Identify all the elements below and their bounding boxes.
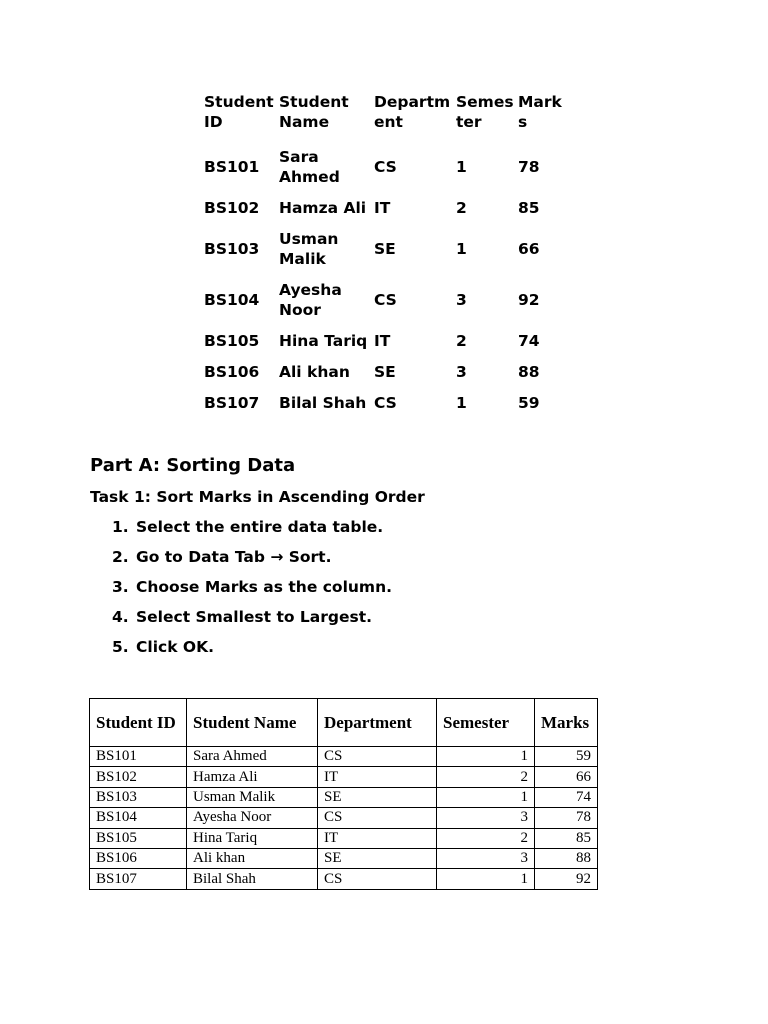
cell-marks: 85	[518, 199, 540, 217]
cell-student-name: Ali khan	[187, 848, 318, 868]
cell-marks: 92	[535, 869, 598, 889]
table-row	[90, 808, 598, 828]
header-student-name: Student Name	[187, 699, 318, 747]
cell-student-name: Bilal Shah	[279, 394, 367, 412]
cell-student-name: Ayesha Noor	[187, 808, 318, 828]
cell-semester: 1	[437, 787, 535, 807]
cell-student-id: BS105	[90, 828, 187, 848]
table-row	[204, 388, 562, 419]
cell-marks: 88	[535, 848, 598, 868]
cell-semester: 3	[456, 363, 467, 381]
cell-department: IT	[318, 767, 437, 787]
cell-student-name: Usman Malik	[279, 230, 339, 268]
table-row	[204, 275, 562, 326]
cell-marks: 74	[535, 787, 598, 807]
cell-department: IT	[318, 828, 437, 848]
cell-student-id: BS102	[90, 767, 187, 787]
cell-department: SE	[374, 363, 396, 381]
sorted-data-table	[89, 698, 598, 890]
cell-student-name: Bilal Shah	[187, 869, 318, 889]
cell-student-id: BS105	[204, 332, 260, 350]
cell-student-name: Sara Ahmed	[187, 747, 318, 767]
cell-marks: 78	[518, 158, 540, 176]
table-row	[204, 326, 562, 357]
cell-semester: 3	[456, 291, 467, 309]
step-number: 2.	[112, 548, 129, 566]
step-text: Go to Data Tab → Sort.	[136, 548, 332, 566]
table-row	[204, 193, 562, 224]
cell-department: CS	[374, 394, 397, 412]
cell-semester: 3	[437, 808, 535, 828]
cell-student-id: BS101	[90, 747, 187, 767]
cell-department: CS	[318, 869, 437, 889]
table-row	[90, 747, 598, 767]
cell-student-id: BS106	[90, 848, 187, 868]
cell-department: CS	[374, 158, 397, 176]
cell-semester: 1	[437, 869, 535, 889]
cell-marks: 59	[535, 747, 598, 767]
table-row	[90, 787, 598, 807]
cell-semester: 2	[437, 767, 535, 787]
cell-student-id: BS103	[204, 240, 260, 258]
cell-student-id: BS101	[204, 158, 260, 176]
step-number: 3.	[112, 578, 129, 596]
cell-student-name: Hina Tariq	[187, 828, 318, 848]
step-text: Select Smallest to Largest.	[136, 608, 373, 626]
cell-department: SE	[318, 848, 437, 868]
list-item	[112, 637, 392, 667]
cell-student-name: Hina Tariq	[279, 332, 368, 350]
header-marks: Marks	[535, 699, 598, 747]
table-header-row	[90, 699, 598, 747]
cell-department: IT	[374, 332, 391, 350]
table-row	[204, 357, 562, 388]
cell-student-id: BS107	[90, 869, 187, 889]
step-number: 5.	[112, 638, 129, 656]
cell-student-name: Ali khan	[279, 363, 350, 381]
student-data-table	[204, 92, 562, 419]
cell-student-name: Ayesha Noor	[279, 281, 342, 319]
table-row	[90, 869, 598, 889]
cell-semester: 2	[437, 828, 535, 848]
list-item	[112, 577, 392, 607]
step-text: Choose Marks as the column.	[136, 578, 392, 596]
cell-semester: 3	[437, 848, 535, 868]
cell-student-id: BS107	[204, 394, 260, 412]
part-heading: Part A: Sorting Data	[90, 455, 296, 476]
table-row	[90, 767, 598, 787]
cell-department: CS	[374, 291, 397, 309]
cell-student-name: Hamza Ali	[187, 767, 318, 787]
cell-student-id: BS104	[90, 808, 187, 828]
cell-marks: 59	[518, 394, 540, 412]
cell-marks: 66	[535, 767, 598, 787]
steps-list	[112, 517, 392, 667]
cell-student-id: BS104	[204, 291, 260, 309]
table-row	[90, 828, 598, 848]
step-number: 4.	[112, 608, 129, 626]
cell-marks: 88	[518, 363, 540, 381]
list-item	[112, 517, 392, 547]
cell-department: IT	[374, 199, 391, 217]
cell-student-id: BS106	[204, 363, 260, 381]
cell-student-id: BS103	[90, 787, 187, 807]
cell-semester: 1	[456, 240, 467, 258]
table-row	[90, 848, 598, 868]
header-student-id: Student ID	[90, 699, 187, 747]
task-heading: Task 1: Sort Marks in Ascending Order	[90, 488, 425, 506]
cell-semester: 2	[456, 332, 467, 350]
cell-marks: 78	[535, 808, 598, 828]
step-text: Click OK.	[136, 638, 214, 656]
cell-semester: 1	[456, 394, 467, 412]
header-student-id: Student ID	[204, 93, 274, 131]
header-department: Department	[318, 699, 437, 747]
header-semester: Semester	[437, 699, 535, 747]
cell-marks: 74	[518, 332, 540, 350]
cell-semester: 1	[456, 158, 467, 176]
cell-marks: 92	[518, 291, 540, 309]
cell-marks: 85	[535, 828, 598, 848]
cell-student-name: Hamza Ali	[279, 199, 367, 217]
header-student-name: Student Name	[279, 93, 349, 131]
table-header-row	[204, 92, 562, 142]
cell-semester: 2	[456, 199, 467, 217]
table-row	[204, 142, 562, 193]
cell-department: SE	[374, 240, 396, 258]
table-row	[204, 224, 562, 275]
header-department: Department	[374, 93, 451, 131]
header-semester: Semester	[456, 93, 514, 131]
header-marks: Marks	[518, 93, 562, 131]
cell-department: SE	[318, 787, 437, 807]
list-item	[112, 607, 392, 637]
list-item	[112, 547, 392, 577]
cell-marks: 66	[518, 240, 540, 258]
cell-student-name: Usman Malik	[187, 787, 318, 807]
step-number: 1.	[112, 518, 129, 536]
cell-student-id: BS102	[204, 199, 260, 217]
step-text: Select the entire data table.	[136, 518, 384, 536]
cell-student-name: Sara Ahmed	[279, 148, 340, 186]
cell-semester: 1	[437, 747, 535, 767]
cell-department: CS	[318, 747, 437, 767]
cell-department: CS	[318, 808, 437, 828]
